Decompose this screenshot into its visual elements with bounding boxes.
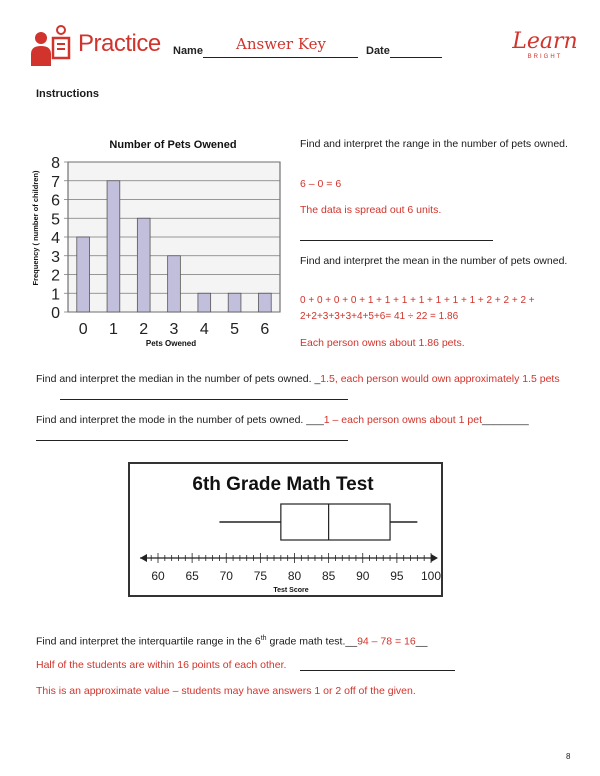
- mean-question: Find and interpret the mean in the number of pets owned.: [300, 255, 568, 267]
- iqr-question-sup: th: [260, 635, 267, 642]
- boxplot-tick-label: 85: [321, 569, 336, 583]
- bar-5: [228, 293, 241, 312]
- name-underline: [203, 57, 358, 58]
- median-answer: 1.5, each person would own approximately 1.5 pets: [320, 373, 560, 385]
- y-tick-label: 2: [51, 267, 60, 285]
- answer-key-label: Answer Key: [236, 35, 326, 53]
- median-row: [36, 371, 576, 387]
- y-tick-label: 1: [51, 286, 60, 304]
- mean-calculation-line2: 2+2+3+3+3+4+5+6= 41 ÷ 22 = 1.86: [300, 311, 459, 322]
- y-tick-label: 8: [51, 155, 60, 172]
- date-label: Date: [366, 45, 390, 57]
- bar-0: [77, 237, 90, 312]
- page-title: Practice: [78, 30, 161, 57]
- logo-text: Learn: [512, 29, 578, 54]
- bar-2: [137, 218, 150, 312]
- iqr-question: Find and interpret the interquartile range in the 6: [36, 635, 261, 648]
- mode-answer-line: [36, 440, 348, 441]
- logo-subtext: BRIGHT: [527, 54, 563, 60]
- y-tick-label: 0: [51, 305, 60, 322]
- x-tick-label: 4: [199, 321, 209, 338]
- bar-3: [168, 256, 181, 312]
- bar-4: [198, 293, 211, 312]
- iqr-row: [36, 631, 576, 650]
- boxplot-tick-label: 70: [219, 569, 233, 583]
- y-tick-label: 3: [51, 248, 60, 266]
- y-tick-label: 4: [51, 230, 60, 247]
- teacher-icon: [28, 24, 74, 68]
- number-line-right-arrow: [431, 554, 438, 562]
- pets-bar-chart: [28, 132, 288, 354]
- boxplot-x-label: Test Score: [273, 587, 309, 594]
- y-tick-label: 6: [51, 192, 60, 210]
- mode-answer: 1 – each person owns about 1 pet: [323, 414, 482, 426]
- boxplot-tick-label: 95: [390, 569, 404, 583]
- mode-blank-end: ________: [482, 414, 529, 426]
- name-label: Name: [173, 45, 203, 57]
- bar-1: [107, 181, 120, 312]
- boxplot-tick-label: 90: [356, 569, 370, 583]
- y-tick-label: 7: [51, 173, 60, 191]
- range-answer-line: [300, 240, 493, 241]
- iqr-answer-1: Half of the students are within 16 points of each other.: [36, 659, 287, 671]
- mean-answer: Each person owns about 1.86 pets.: [300, 337, 465, 349]
- boxplot-title: 6th Grade Math Test: [192, 474, 374, 495]
- bar-chart-x-label: Pets Owened: [145, 339, 197, 348]
- boxplot-tick-label: 65: [185, 569, 199, 583]
- mode-question: Find and interpret the mode in the number of pets owned.: [36, 414, 304, 426]
- iqr-answer-line: [300, 670, 455, 671]
- median-blank: _: [314, 373, 321, 385]
- math-test-boxplot: [128, 462, 443, 597]
- iqr-blank: __: [345, 635, 358, 648]
- y-tick-label: 5: [51, 211, 60, 229]
- date-underline: [390, 57, 442, 58]
- boxplot-tick-label: 60: [151, 569, 165, 583]
- bar-chart-title: Number of Pets Owened: [109, 139, 237, 151]
- boxplot-tick-label: 80: [287, 569, 302, 583]
- range-calculation: 6 – 0 = 6: [300, 178, 342, 190]
- iqr-box: [281, 504, 390, 540]
- mode-blank: ___: [306, 414, 324, 426]
- range-answer: The data is spread out 6 units.: [300, 204, 442, 216]
- x-tick-label: 0: [78, 321, 88, 338]
- iqr-question-end: grade math test.: [266, 635, 346, 648]
- learn-bright-logo: [508, 30, 582, 60]
- x-tick-label: 3: [169, 321, 179, 338]
- iqr-calculation: 94 – 78 = 16: [357, 635, 416, 648]
- boxplot-tick-label: 75: [253, 569, 268, 583]
- median-answer-line: [60, 399, 348, 400]
- boxplot-tick-label: 100: [420, 569, 442, 583]
- x-tick-label: 5: [230, 321, 240, 338]
- x-tick-label: 6: [260, 321, 270, 338]
- median-question: Find and interpret the median in the number of pets owned.: [36, 373, 312, 385]
- bar-chart-y-label: Frequency ( number of children): [31, 170, 40, 286]
- range-question: Find and interpret the range in the number of pets owned.: [300, 138, 568, 150]
- x-tick-label: 2: [139, 321, 149, 338]
- iqr-blank-end: __: [415, 635, 428, 648]
- iqr-answer-2: This is an approximate value – students may have answers 1 or 2 off of the given.: [36, 685, 416, 697]
- mode-row: [36, 412, 576, 428]
- page-number: 8: [566, 752, 571, 761]
- x-tick-label: 1: [108, 321, 118, 338]
- number-line-left-arrow: [140, 554, 147, 562]
- bar-6: [258, 293, 271, 312]
- mean-calculation-line1: 0 + 0 + 0 + 0 + 1 + 1 + 1 + 1 + 1 + 1 + 1 + 2 + 2 + 2 +: [300, 295, 535, 306]
- instructions-heading: Instructions: [36, 88, 99, 100]
